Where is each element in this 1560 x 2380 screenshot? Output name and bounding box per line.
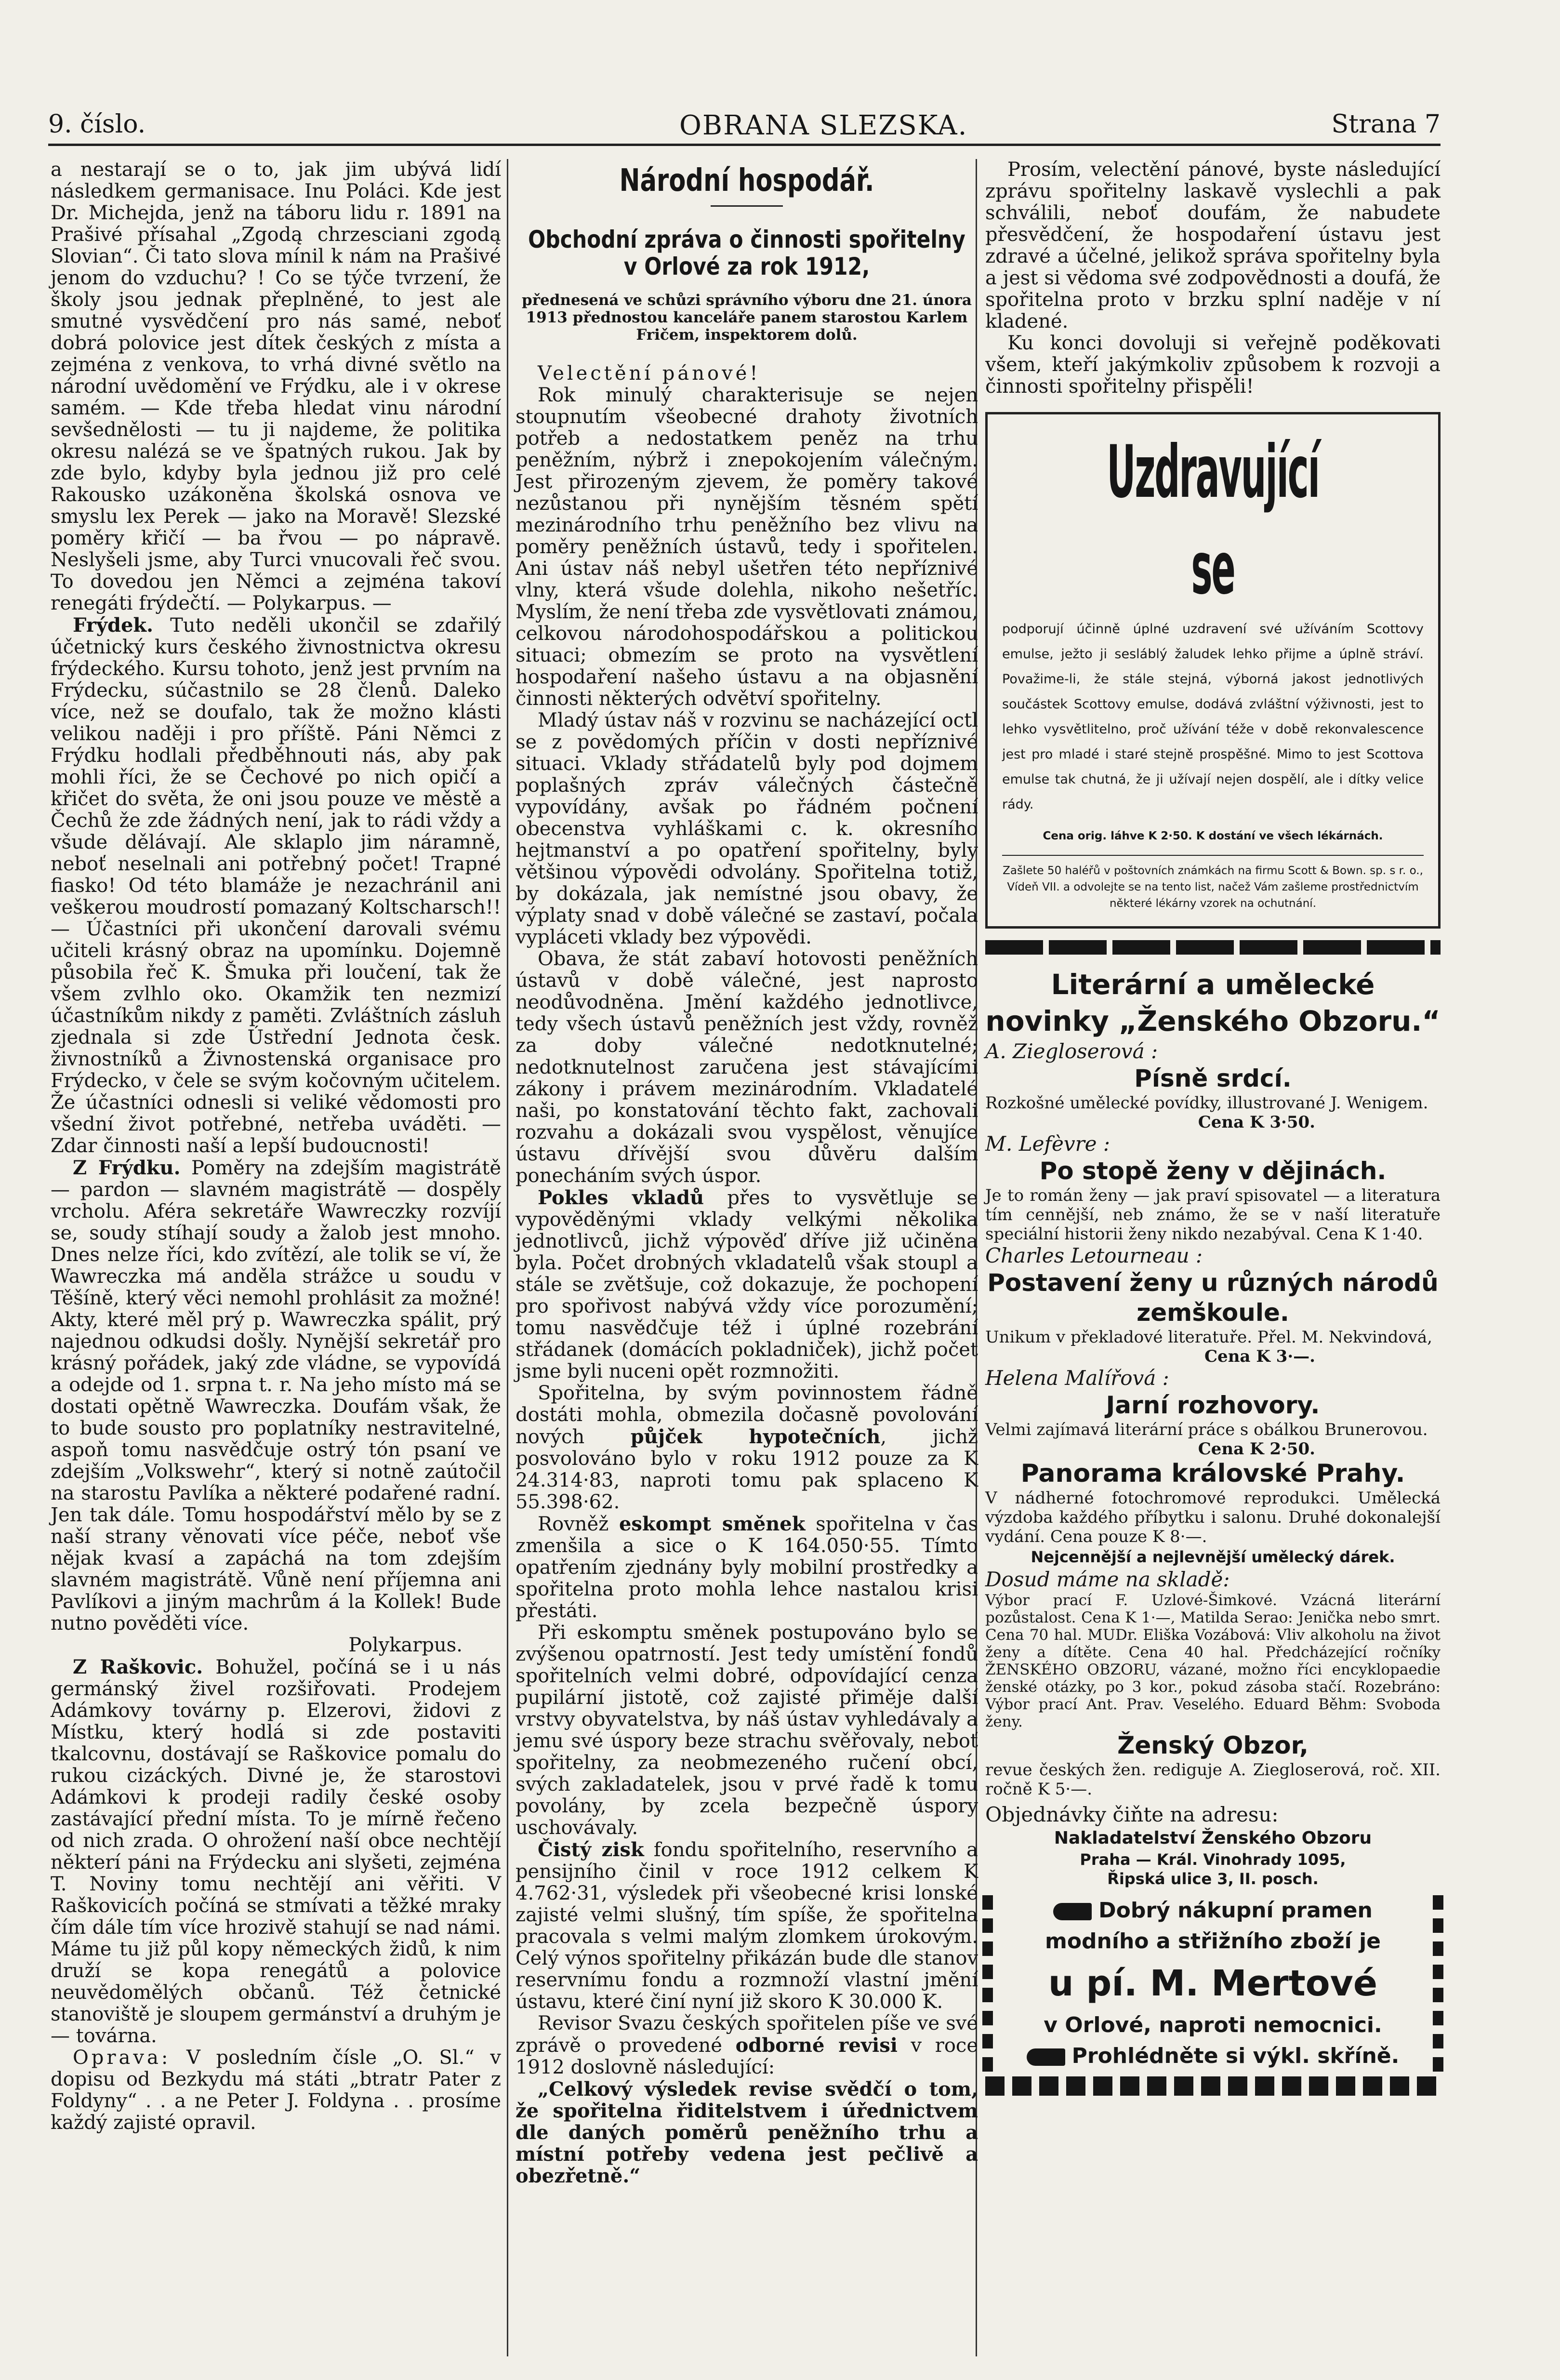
subhead: přednesená ve schůzi správního výboru dne 21. února 1913 přednostou kanceláře panem starostou Karlem Fričem, inspektorem dolů. [522, 292, 972, 344]
ad-price: Cena orig. láhve K 2·50. K dostání ve všech lékárnách. [1043, 830, 1383, 842]
issue-number: 9. číslo. [48, 110, 146, 139]
book-author: Charles Letourneau : [985, 1244, 1203, 1267]
ad-line: modního a střižního zboží je [1044, 1929, 1381, 1954]
ornamental-rule [985, 940, 1441, 955]
article-paragraph [51, 614, 501, 1157]
book-item [985, 1459, 1441, 1546]
highlight: Pokles vkladů [538, 1186, 704, 1209]
article-paragraph: Spořitelna, by svým povinnostem řádně dostáti mohla, obmezila dočasně povolování nových půjček hypotečních, jichž posvolováno bylo v roku 1912 pouze za K 24.314·83, naproti tomu pak splaceno K 55.398·62. [516, 1382, 978, 1513]
gift-line: Nejcennější a nejlevnější umělecký dárek. [1031, 1548, 1395, 1566]
article-paragraph: Čistý zisk fondu spořitelního, reservního a pensijního činil v roce 1912 celkem K 4.762·31, výsledek při všeobecné krisi lonské zajisté velmi slušný, tím spíše, že spořitelna pracovala s velmi malým zlomkem úrokovým. Celý výnos spořitelny přikázán bude dle stanov reservnímu fondu a rozmnoží vlastní jmění ústavu, které činí nyní již skoro K 30.000 K. [516, 1838, 978, 2013]
book-description: Unikum v překladové literatuře. Přel. M. Nekvindová, [985, 1328, 1432, 1347]
article-paragraph: Ku konci dovoluji si veřejně poděkovati všem, kteří jakýmkoliv způsobem k rozvoji a činnosti spořitelny přispěli! [985, 332, 1441, 398]
mertova-shop-ad [985, 1895, 1441, 2072]
book-author: Helena Malířová : [985, 1366, 1169, 1390]
dateline: Frýdek. [73, 614, 154, 637]
article-paragraph: a nestarají se o to, jak jim ubývá lidí následkem germanisace. Inu Poláci. Kde jest Dr. Michejda, jenž na táboru lidu r. 1891 na Prašivé přísahal „Zgodą chrzesciani zgodą Slovian“. Či tato slova mínil k nám na Prašivé jenom do vzduchu? ! Co se týče tvrzení, že školy jsou jednak přeplněné, to jest ale smutné vysvědčení pro nás samé, neboť dobrá polovice jest dítek českých z místa a zejména z venkova, to vrhá divné světlo na národní uvědomění ve Frýdku, ale i v okrese samém. — Kde třeba hledat vinu národní sevšednělosti — tu ji najdeme, že politika okresu nalézá se ve špatných rukou. Jak by zde bylo, kdyby byla jednou již pro celé Rakousko uzákoněna školská osnova ve smyslu lex Perek — jako na Moravě! Slezské poměry křičí — ba řvou — po nápravě. Neslyšeli jsme, aby Turci vnucovali řeč svou. To dovedou jen Němci a zejména takoví renegáti frýdečtí. — Polykarpus. — [51, 159, 501, 614]
headline: Obchodní zpráva o činnosti spořitelny v Orlové za rok 1912, [528, 226, 965, 280]
highlight: odborné revisi [735, 2034, 898, 2057]
header-rule [48, 144, 1441, 146]
section-rule [711, 205, 783, 207]
book-item [985, 1039, 1441, 1132]
correction-label: Oprava: [73, 2047, 171, 2069]
article-text: Tuto neděli ukončil se zdařilý účetnický kurs českého živnostnictva okresu frýdeckého. Kursu tohoto, jenž jest prvním na Frýdecku, súčastnilo se 28 členů. Daleko více, než se doufalo, tak že možno klásti velikou naději i pro příště. Páni Němci z Frýdku hodlali předběhnouti nás, aby pak mohli říci, že se Čechové po nich opičí a křičet do světa, že oni jsou pouze ve městě a Čechů že zde žádných není, jak to rádi vždy a všude dělávají. Ale sklaplo jim náramně, neboť neselnali ani potřebný počet! Trapné fiasko! Od této blamáže je nezachránil ani veškerou moudrostí pomazaný Koltscharsch!! — Účastníci při ukončení darovali svému učiteli krásný obraz na upomínku. Dojemně působila řeč K. Šmuka při loučení, tak že všem zvlhlo oko. Okamžik ten nezmizí účastníkům nikdy z paměti. Zvláštních zásluh zjednala si zde Ústřední Jednota česk. živnostníků a Živnostenská organisace pro Frýdecko, v čele se svým kočovným učitelem. Že účastníci odnesli si veliké vědomosti pro všední život potřebné, netřeba uváděti. — Zdar činnosti naší a lepší budoucnosti! [51, 614, 501, 1157]
column-right [978, 159, 1441, 2096]
magazine-description: revue českých žen. rediguje A. Ziegloserová, roč. XII. ročně K 5·—. [985, 1760, 1441, 1799]
ad-line: Prohlédněte si výkl. skříně. [999, 2041, 1427, 2072]
article-text: Poměry na zdejším magistrátě — pardon — slavném magistrátě — dospěly vrcholu. Aféra sekretáře Wawreczky rozvíjí se, soudy stíhají soudy a žalob jest mnoho. Dnes nelze říci, kdo zvítězí, ale tolik se ví, že Wawreczka má anděla strážce u soudu v Těšíně, který věci nemohl prohlásit za možné! Akty, které měl prý p. Wawreczka spálit, prý najednou odkudsi došly. Nynější sekretář pro krásný pořádek, jaký zde vládne, se vypovídá a odejde od 1. srpna t. r. Na jeho místo má se dostati opětně Wawreczka. Doufám však, že to bude sousto pro poplatníky nestravitelné, aspoň tomu nasvědčuje ostrý tón psaní ve zdejším „Volkswehr“, který si notně zaútočil na starostu Pavlíka a některé podařené radní. Jen tak dále. Tomu hospodářství mělo by se z naší strany věnovati více péče, neboť vše nějak kvasí a zapáchá na tom zdejším slavném magistrátě. Vůně není příjemna ani Pavlíkovi a jiným machrům á la Kollek! Bude nutno pověděti více. [51, 1157, 501, 1635]
dateline: Z Frýdku. [73, 1157, 181, 1179]
article-paragraph: Revisor Svazu českých spořitelen píše ve své zprávě o provedené odborné revisi v roce 1912 doslovně následující: [516, 2012, 978, 2078]
ad-title: Uzdravující se [1107, 430, 1319, 611]
article-paragraph: Prosím, velectění pánové, byste následující zprávu spořitelny laskavě vyslechli a pak schválili, neboť doufám, že nabudete přesvědčení, že hospodaření ústavu jest zdravé a účelné, jelikož správa spořitelny byla a jest si vědoma své zodpovědnosti a doufá, že spořitelna proto v brzku splní naděje v ní kladené. [985, 159, 1441, 332]
ad-body: podporují účinně úplné uzdravení své užíváním Scottovy emulse, ježto ji sesláblý žaludek lehko přijme a úplně stráví. Považime-li, že stále stejná, výborná jakost jednotlivých součástek Scottovy emulse, dodává zvláštní výživnosti, jest to lehko vysvětlitelno, proč užívání téže v době rekonvalescence jest pro mladé i staré stejně prospěšné. Mimo to jest Scottova emulse tak chutná, že ji užívají nejen dospělí, ale i dítky velice rády. [1002, 622, 1424, 812]
article-paragraph [51, 2047, 501, 2134]
ad-note: Zašlete 50 haléřů v poštovních známkách na firmu Scott & Bown. sp. s r. o., Vídeň VII. a odvolejte se na tento list, načež Vám zašleme prostřednictvím některé lékárny vzorek na ochutnání. [1002, 855, 1424, 912]
book-item [985, 1244, 1441, 1366]
book-title: Písně srdcí. [1134, 1064, 1292, 1092]
article-paragraph: Pokles vkladů přes to vysvětluje se vypověděnými vklady velkými několika jednotlivců, jichž výpověď dříve již učiněna byla. Počet drobných vkladatelů však stoupl a stále se zvětšuje, což dokazuje, že pochopení pro spořivost nabývá vždy více porozumění; tomu nasvědčuje též i úplné rozebrání střádanek (domácích pokladniček), jichž počet jsme byli nuceni opět rozmnožiti. [516, 1186, 978, 1383]
pointing-hand-icon [1053, 1903, 1092, 1920]
stock-list: Výbor prací F. Uzlové-Šimkové. Vzácná literární pozůstalost. Cena K 1·—, Matilda Serao: Jenička nebo smrt. Cena 70 hal. MUDr. Eliška Vozábová: Vliv alkoholu na život ženy a dítěte. Cena 40 hal. Předcházející ročníky ŽENSKÉHO OBZORU, vázané, možno říci encyklopaedie ženské otázky, po 3 kor., pokud zásoba stačí. Rozebráno: Výbor prací Ant. Prav. Veselého. Eduard Běhm: Svoboda ženy. [985, 1592, 1441, 1730]
dateline: Z Raškovic. [73, 1656, 203, 1678]
article-paragraph: Mladý ústav náš v rozvinu se nacházející octl se z povědomých příčin v dosti nepříznivé situaci. Vklady střádatelů byly pod dojmem poplašných zpráv válečných částečně vypovídány, avšak po řádném počnení obecenstva vyhláškami c. k. okresního hejtmanství a po opatření spořitelny, byly většinou výpovědi odvolány. Spořitelna totiž, by dokázala, jak nemístné jsou obavy, že výplaty snad v době válečné se zastaví, počala vypláceti vklady bez výpovědi. [516, 709, 978, 948]
article-paragraph: Při eskomptu směnek postupováno bylo se zvýšenou opatrností. Jest tedy umístění fondů spořitelních velmi dobré, odpovídající cenza pupilární jistotě, což zajisté přiměje další vrstvy obyvatelstva, by náš ústav vyhledávaly a jemu své úspory beze strachu svěřovaly, neboť spořitelny, za neobmezeného ručení obcí, svých zakladatelek, jsou v prvé řadě k tomu povolány, by zcela bezpečně úspory uschovávaly. [516, 1622, 978, 1839]
book-title: Po stopě ženy v dějinách. [1039, 1157, 1387, 1185]
book-price: Cena K 2·50. [1198, 1439, 1315, 1459]
publisher-name: Nakladatelství Ženského Obzoru [1054, 1828, 1372, 1848]
book-description: Je to román ženy — jak praví spisovatel — a literatura tím cennější, neb známo, že se v naší literatuře speciální historii ženy nikdo nezabýval. Cena K 1·40. [985, 1186, 1441, 1244]
article-paragraph [51, 1157, 501, 1635]
book-item [985, 1366, 1441, 1459]
section-title: Národní hospodář. [619, 163, 874, 199]
page-number: Strana 7 [1331, 110, 1441, 139]
signature: Polykarpus. [348, 1634, 463, 1656]
article-paragraph: Obava, že stát zabaví hotovosti peněžních ústavů v době válečné, jest naprosto neodůvodněna. Jmění každého jednotlivce, tedy všech ústavů peněžních jest vždy, rovněž za doby válečné nedotknutelné; nedotknutelnost zaručena jest stávajícími zákony i právem mezinárodním. Vkladatelé naši, po konstatování těchto fakt, zachovali rozvahu a dokázali svou vyspělost, věnujíce ústavu dřívější svou důvěru dalším ponecháním svých úspor. [516, 948, 978, 1187]
column-left [51, 159, 501, 2134]
book-list [985, 1039, 1441, 1546]
article-paragraph: Rok minulý charakterisuje se nejen stoupnutím všeobecné drahoty životních potřeb a nedostatkem peněz na trhu peněžním, nýbrž i znepokojením válečným. Jest přirozeným zjevem, že poměry takové nezůstanou při nynějším těsném spětí mezinárodního trhu peněžního bez vlivu na poměry peněžních ústavů, tedy i spořitelen. Ani ústav náš nebyl ušetřen této nepříznivé vlny, která všude dolehla, nikoho nešetříc. Myslím, že není třeba zde vysvětlovati známou, celkovou národohospodářskou a politickou situaci; obmezím se proto na vysvětlení hospodaření našeho ústavu a na objasnění činnosti některých odvětví spořitelny. [516, 384, 978, 710]
magazine-title: Ženský Obzor, [1117, 1731, 1309, 1759]
publisher-address: Praha — Král. Vinohrady 1095, [1080, 1850, 1346, 1869]
page-header [48, 110, 1441, 139]
orders-label: Objednávky čiňte na adresu: [985, 1803, 1279, 1826]
literary-news-title: Literární a umělecké novinky „Ženského Obzoru.“ [985, 968, 1441, 1037]
book-author: M. Lefèvre : [985, 1132, 1111, 1156]
highlight: Čistý zisk [538, 1838, 644, 1861]
highlight: eskompt směnek [619, 1513, 806, 1535]
article-text: Bohužel, počíná se i u nás germánský živel rozšiřovati. Prodejem Adámkovy továrny p. Elzerovi, židovi z Místku, který hodlá si zde postaviti tkalcovnu, dostávají se Raškovice pomalu do rukou cizáckých. Divné je, že starostovi Adámkovi k prodeji radily české osoby zastávající přední místa. To je mírně řečeno od nich zrada. O ohrožení naší obce nechtějí některí páni na Frýdecku ani slyšeti, zejména T. Noviny tomu nechtějí ani věřiti. V Raškovicích počíná se stmívati a těžké mraky čím dále tím více hrozivě stahují se nad námi. Máme tu již půl kopy německých židů, k nim druží se kopa renegátů a polovice neuvědomělých občanů. Též četnické stanoviště je sloupem germánství a druhým je — továrna. [51, 1656, 501, 2047]
book-title: Postavení ženy u různých národů zemškoule. [987, 1269, 1439, 1327]
quote: „Celkový výsledek revise svědčí o tom, že spořitelna řiditelstvem i úřednictvem dle daných poměrů peněžního trhu a místní potřeby vedena jest pečlivě a obezřetně.“ [516, 2078, 978, 2187]
article-text: V posledním čísle „O. Sl.“ v dopisu od Bezkydu má státi „btratr Pater z Foldyny“ . . a ne Peter J. Foldyna . . prosíme každý zajisté opravil. [51, 2047, 501, 2134]
book-price: Cena K 3·50. [1198, 1113, 1315, 1132]
book-item [985, 1132, 1441, 1244]
book-description: V nádherné fotochromové reprodukci. Umělecká výzdoba každého příbytku i salonu. Druhé dokonalejší vydání. Cena pouze K 8·—. [985, 1489, 1441, 1546]
ad-line: Dobrý nákupní pramen [999, 1895, 1427, 1926]
book-description: Rozkošné umělecké povídky, illustrované J. Wenigem. [985, 1093, 1428, 1113]
book-author: A. Ziegloserová : [985, 1039, 1158, 1063]
book-description: Velmi zajímavá literární práce s obálkou Brunerovou. [985, 1420, 1428, 1439]
shop-owner: u pí. M. Mertové [1048, 1963, 1378, 2004]
ornamental-border [985, 2076, 1441, 2096]
highlight: půjček hypotečních [630, 1425, 881, 1448]
column-middle [516, 159, 978, 2187]
scott-emulsion-ad [985, 412, 1441, 929]
article-paragraph [51, 1656, 501, 2047]
column-divider [507, 159, 508, 2356]
book-price: Cena K 3·—. [1204, 1347, 1315, 1366]
publisher-address: Řipská ulice 3, II. posch. [1107, 1870, 1319, 1888]
pointing-hand-icon [1027, 2048, 1065, 2066]
salutation: Velectění pánové! [538, 362, 761, 385]
stock-heading: Dosud máme na skladě: [985, 1568, 1230, 1591]
book-title: Panorama královské Prahy. [1020, 1459, 1405, 1488]
newspaper-title: OBRANA SLEZSKA. [679, 110, 968, 141]
article-paragraph: Rovněž eskompt směnek spořitelna v čas zmenšila a sice o K 164.050·55. Tímto opatřením zjednány byly mobilní prostředky a spořitelna proto mohla lehce nastalou krisi přestáti. [516, 1513, 978, 1622]
book-title: Jarní rozhovory. [1106, 1391, 1320, 1419]
ad-line: v Orlové, naproti nemocnici. [1044, 2013, 1382, 2037]
